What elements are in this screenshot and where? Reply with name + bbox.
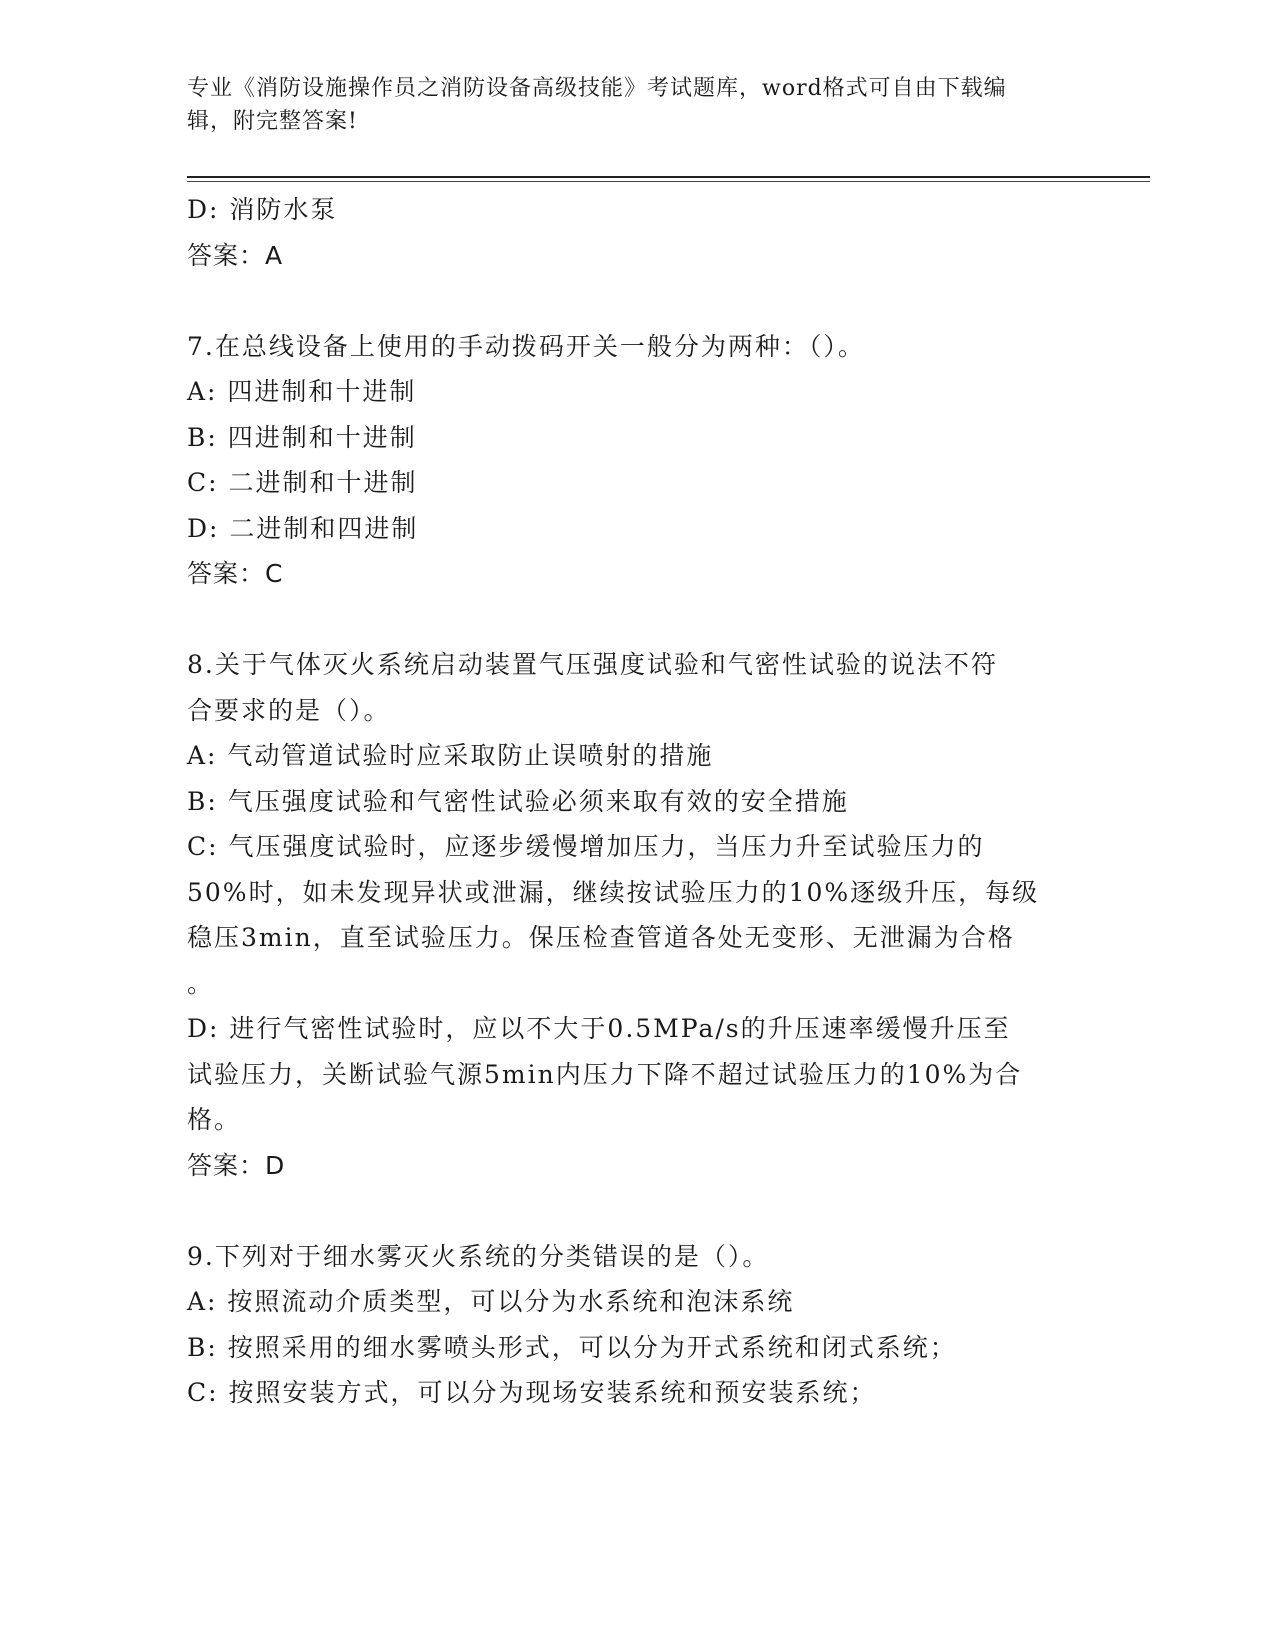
- header-divider-thick: [187, 176, 1150, 178]
- answer-line: 答案：D: [187, 1150, 286, 1180]
- option-c-line-2: 50%时，如未发现异状或泄漏，继续按试验压力的10%逐级升压，每级: [187, 877, 1040, 907]
- question-text: 9.下列对于细水雾灭火系统的分类错误的是（）。: [187, 1241, 770, 1271]
- option-d-line-1: D: 进行气密性试验时，应以不大于0.5MPa/s的升压速率缓慢升压至: [187, 1014, 1011, 1043]
- option-c-line-1: C: 气压强度试验时，应逐步缓慢增加压力，当压力升至试验压力的: [187, 832, 985, 861]
- answer-line: 答案：A: [187, 240, 284, 270]
- option-b: B: 按照采用的细水雾喷头形式，可以分为开式系统和闭式系统；: [187, 1332, 957, 1362]
- option-a: A: 按照流动介质类型，可以分为水系统和泡沫系统: [187, 1287, 795, 1316]
- option-d-line-3: 格。: [187, 1105, 242, 1134]
- option-b: B: 气压强度试验和气密性试验必须来取有效的安全措施: [187, 786, 849, 816]
- option-d: D: 二进制和四进制: [187, 513, 419, 543]
- question-6-tail: [187, 187, 1067, 278]
- option-d-line-2: 试验压力，关断试验气源5min内压力下降不超过试验压力的10%为合: [187, 1059, 1023, 1089]
- option-d: D: 消防水泵: [187, 195, 338, 224]
- question-text-line-1: 8.关于气体灭火系统启动装置气压强度试验和气密性试验的说法不符: [187, 650, 998, 679]
- answer-line: 答案：C: [187, 559, 284, 588]
- option-a: A: 四进制和十进制: [187, 377, 417, 406]
- question-8: [187, 642, 1067, 1188]
- question-text-line-2: 合要求的是（）。: [187, 695, 391, 725]
- option-c-line-4: 。: [187, 968, 215, 998]
- option-c: C: 二进制和十进制: [187, 468, 418, 497]
- option-c-line-3: 稳压3min，直至试验压力。保压检查管道各处无变形、无泄漏为合格: [187, 923, 1015, 952]
- question-7: [187, 324, 1067, 597]
- header-line-2: 辑，附完整答案!: [187, 109, 358, 134]
- spacer: [187, 597, 1067, 643]
- header-divider-thin: [187, 181, 1150, 182]
- option-a: A: 气动管道试验时应采取防止误喷射的措施: [187, 741, 714, 770]
- question-text: 7.在总线设备上使用的手动拨码开关一般分为两种：（）。: [187, 331, 865, 361]
- document-header: [187, 72, 1067, 138]
- spacer: [187, 1188, 1067, 1234]
- option-b: B: 四进制和十进制: [187, 422, 417, 452]
- spacer: [187, 278, 1067, 324]
- option-c: C: 按照安装方式，可以分为现场安装系统和预安装系统；: [187, 1378, 877, 1407]
- question-9: [187, 1234, 1067, 1416]
- document-body: [187, 187, 1067, 1416]
- header-line-1: 专业《消防设施操作员之消防设备高级技能》考试题库，word格式可自由下载编: [187, 76, 1007, 101]
